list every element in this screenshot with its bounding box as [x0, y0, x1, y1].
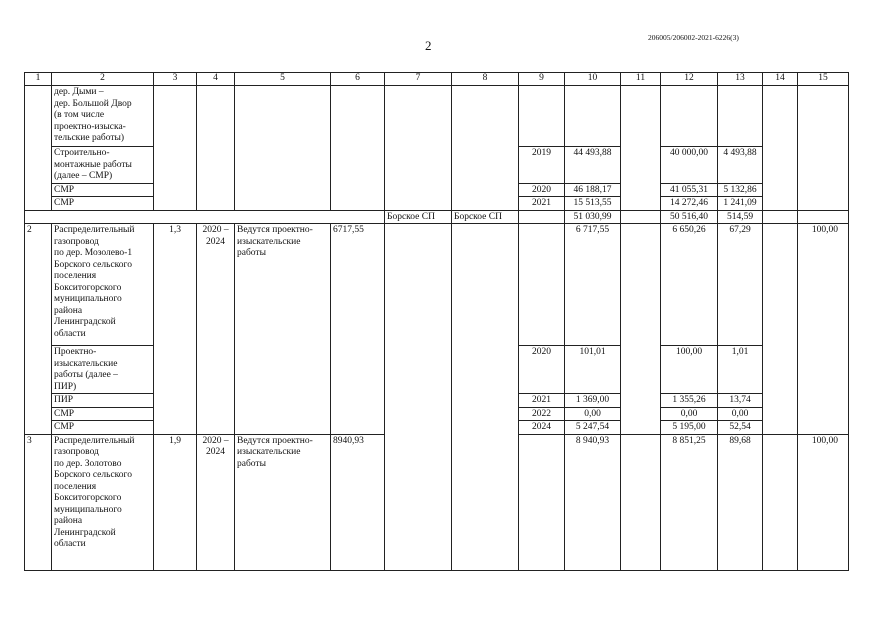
amount-col12: 50 516,40 — [661, 210, 718, 224]
cell-empty — [798, 210, 849, 224]
year: 2021 — [519, 394, 565, 408]
year: 2024 — [519, 421, 565, 435]
length: 1,3 — [154, 224, 197, 435]
cell-empty — [519, 224, 565, 346]
settlement: Борское СП — [385, 210, 452, 224]
header-cell: 2 — [52, 73, 154, 86]
length: 1,9 — [154, 434, 197, 570]
amount-col13: 514,59 — [718, 210, 763, 224]
amount-col12: 6 650,26 — [661, 224, 718, 346]
cell-empty — [798, 86, 849, 211]
percent: 100,00 — [798, 224, 849, 435]
percent: 100,00 — [798, 434, 849, 570]
period: 2020 – 2024 — [197, 434, 235, 570]
amount-col12: 14 272,46 — [661, 197, 718, 211]
amount-col12: 5 195,00 — [661, 421, 718, 435]
cell-empty — [197, 86, 235, 211]
amount-total: 0,00 — [565, 407, 621, 421]
row-number: 3 — [25, 434, 52, 570]
period: 2020 – 2024 — [197, 224, 235, 435]
amount-total: 51 030,99 — [565, 210, 621, 224]
amount-col13: 1,01 — [718, 346, 763, 394]
cell-empty — [519, 86, 565, 147]
cell-empty — [661, 86, 718, 147]
table-row — [25, 86, 849, 147]
cell-empty — [154, 86, 197, 211]
amount-total: 6 717,55 — [565, 224, 621, 346]
work-type: СМР — [52, 421, 154, 435]
work-type: СМР — [52, 183, 154, 197]
amount-col13: 67,29 — [718, 224, 763, 346]
work-type: Строительно- монтажные работы (далее – СМР) — [52, 147, 154, 184]
header-cell: 8 — [452, 73, 519, 86]
table-row — [25, 224, 849, 346]
amount-total: 101,01 — [565, 346, 621, 394]
header-cell: 1 — [25, 73, 52, 86]
object-name: дер. Дыми – дер. Большой Двор (в том числе проектно-изыска- тельские работы) — [52, 86, 154, 147]
amount-total: 15 513,55 — [565, 197, 621, 211]
amount-col13: 0,00 — [718, 407, 763, 421]
amount-total: 44 493,88 — [565, 147, 621, 184]
amount-col13: 4 493,88 — [718, 147, 763, 184]
header-cell: 9 — [519, 73, 565, 86]
amount-col12: 0,00 — [661, 407, 718, 421]
year: 2021 — [519, 197, 565, 211]
amount-col13: 5 132,86 — [718, 183, 763, 197]
amount-total: 5 247,54 — [565, 421, 621, 435]
year: 2022 — [519, 407, 565, 421]
amount-col13: 89,68 — [718, 434, 763, 570]
work-type: ПИР — [52, 394, 154, 408]
header-cell: 15 — [798, 73, 849, 86]
cell-empty — [621, 210, 661, 224]
cell-empty — [718, 86, 763, 147]
cell-empty — [621, 86, 661, 211]
amount-col12: 41 055,31 — [661, 183, 718, 197]
status: Ведутся проектно- изыскательские работы — [235, 434, 331, 570]
cell-empty — [235, 86, 331, 211]
cell-empty — [331, 86, 385, 211]
object-name: Распределительный газопровод по дер. Мозолево-1 Борского сельского поселения Бокситогорского муниципального района Ленинградской области — [52, 224, 154, 346]
amount-col12: 40 000,00 — [661, 147, 718, 184]
header-cell: 3 — [154, 73, 197, 86]
object-name: Распределительный газопровод по дер. Золотово Борского сельского поселения Бокситогорского муниципального района Ленинградской области — [52, 434, 154, 570]
cell-empty — [385, 224, 452, 571]
cell-empty — [452, 224, 519, 571]
cell-empty — [763, 86, 798, 211]
header-cell: 14 — [763, 73, 798, 86]
cell-num — [25, 86, 52, 211]
amount-col12: 100,00 — [661, 346, 718, 394]
cell-empty — [452, 86, 519, 211]
row-number: 2 — [25, 224, 52, 435]
cell-empty — [519, 210, 565, 224]
cell-empty — [763, 210, 798, 224]
status: Ведутся проектно- изыскательские работы — [235, 224, 331, 435]
amount-total: 1 369,00 — [565, 394, 621, 408]
amount-col12: 8 851,25 — [661, 434, 718, 570]
cost: 8940,93 — [331, 434, 385, 570]
year: 2019 — [519, 147, 565, 184]
cost: 6717,55 — [331, 224, 385, 435]
amount-total: 8 940,93 — [565, 434, 621, 570]
header-cell: 5 — [235, 73, 331, 86]
document-code: 206005/206002-2021-6226(3) — [648, 33, 739, 42]
page-number: 2 — [425, 38, 432, 53]
amount-col12: 1 355,26 — [661, 394, 718, 408]
amount-total: 46 188,17 — [565, 183, 621, 197]
cell-empty — [763, 434, 798, 570]
cell-empty — [763, 224, 798, 435]
year: 2020 — [519, 346, 565, 394]
total-row — [25, 210, 849, 224]
amount-col13: 1 241,09 — [718, 197, 763, 211]
data-table — [24, 72, 849, 571]
header-cell: 6 — [331, 73, 385, 86]
amount-col13: 52,54 — [718, 421, 763, 435]
year: 2020 — [519, 183, 565, 197]
header-row — [25, 73, 849, 86]
cell-empty — [621, 434, 661, 570]
settlement: Борское СП — [452, 210, 519, 224]
header-cell: 13 — [718, 73, 763, 86]
cell-empty — [385, 86, 452, 211]
header-cell: 7 — [385, 73, 452, 86]
amount-col13: 13,74 — [718, 394, 763, 408]
header-cell: 12 — [661, 73, 718, 86]
cell-empty — [519, 434, 565, 570]
work-type: СМР — [52, 197, 154, 211]
header-cell: 11 — [621, 73, 661, 86]
work-type: Проектно- изыскательские работы (далее – ПИР) — [52, 346, 154, 394]
header-cell: 4 — [197, 73, 235, 86]
work-type: СМР — [52, 407, 154, 421]
cell-empty — [565, 86, 621, 147]
cell-empty — [621, 224, 661, 435]
cell-empty — [25, 210, 385, 224]
header-cell: 10 — [565, 73, 621, 86]
